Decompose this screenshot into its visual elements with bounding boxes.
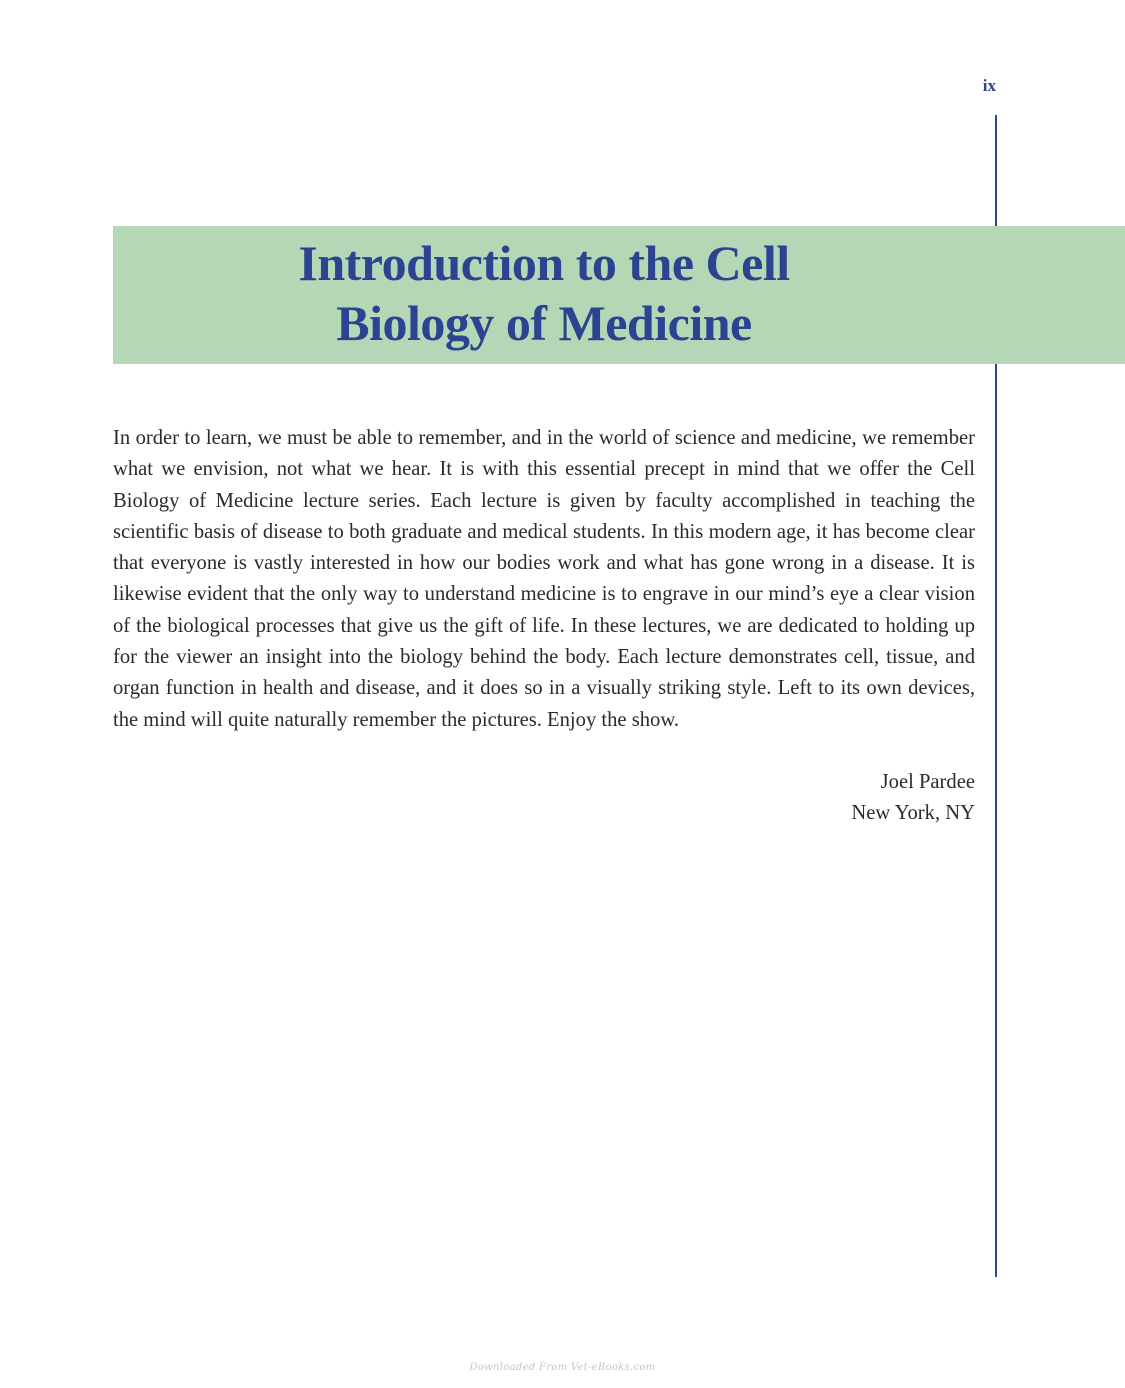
download-watermark: Downloaded From Vet-eBooks.com	[469, 1362, 656, 1373]
chapter-title-line-2: Biology of Medicine	[336, 295, 752, 351]
intro-paragraph: In order to learn, we must be able to remember, and in the world of science and medicine, we remember what we envision, not what we hear. It is with this essential precept in mind that we offer the Cell Biology of Medicine lecture series. Each lecture is given by faculty accomplished in teaching the scientific basis of disease to both graduate and medical students. In this modern age, it has become clear that everyone is vastly interested in how our bodies work and what has gone wrong in a disease. It is likewise evident that the only way to understand medicine is to engrave in our mind’s eye a clear vision of the biological processes that give us the gift of life. In these lectures, we are dedicated to holding up for the viewer an insight into the biology behind the body. Each lecture demonstrates cell, tissue, and organ function in health and disease, and it does so in a visually striking style. Left to its own devices, the mind will quite naturally remember the pictures. Enjoy the show.	[113, 427, 975, 731]
page-number: ix	[982, 76, 996, 95]
chapter-title	[113, 233, 975, 353]
signature-block	[113, 767, 975, 830]
chapter-title-line-1: Introduction to the Cell	[298, 235, 790, 291]
author-location: New York, NY	[851, 802, 975, 825]
author-name: Joel Pardee	[880, 771, 975, 793]
